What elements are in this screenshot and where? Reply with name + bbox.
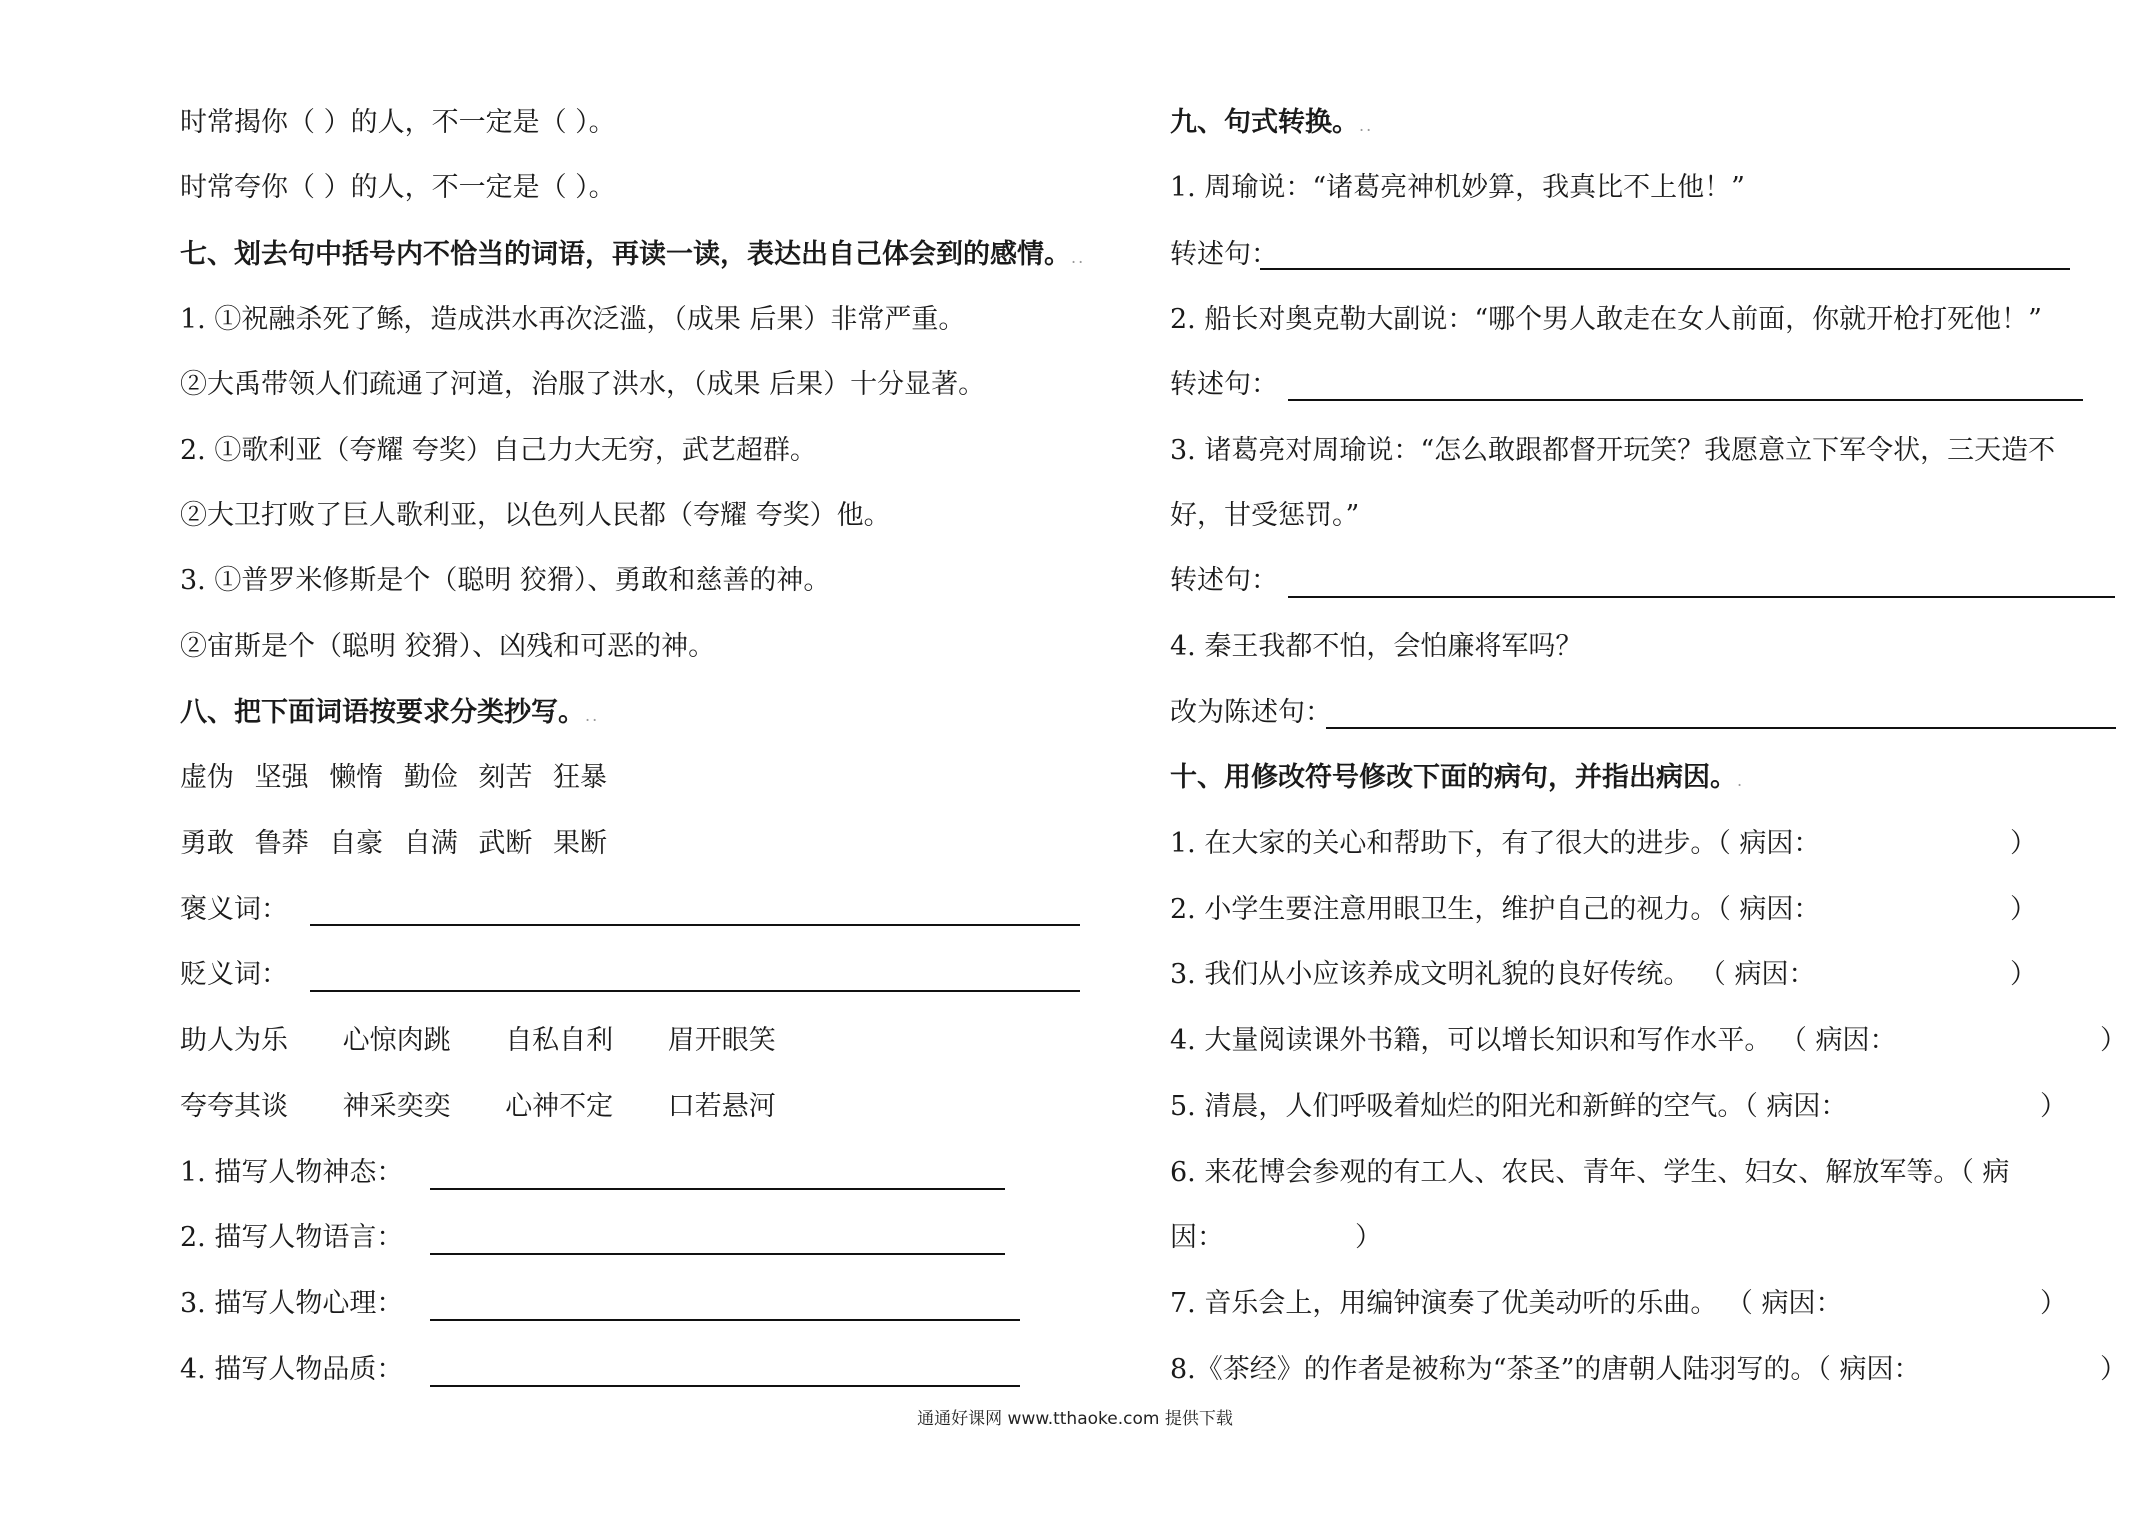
close-paren: ） xyxy=(2010,959,2037,990)
word: 刻苦 xyxy=(478,762,533,793)
section-9-heading-text: 九、句式转换。 xyxy=(1170,107,1359,138)
idiom-row-2 xyxy=(180,1089,822,1125)
faulty-sentence: 1. 在大家的关心和帮助下，有了很大的进步。（ 病因： xyxy=(1170,828,1821,859)
close-paren: ） xyxy=(2040,1091,2067,1122)
close-paren: ） xyxy=(2010,828,2037,859)
answer-line[interactable] xyxy=(1260,268,2070,270)
section-7-heading xyxy=(180,237,1085,276)
section-7-item: 3. ①普罗米修斯是个（聪明 狡猾）、勇敢和慈善的神。 xyxy=(180,565,831,596)
fill-line-2: 时常夸你（ ）的人，不一定是（ ）。 xyxy=(180,172,616,203)
section-10-heading-dots: . xyxy=(1737,771,1745,790)
answer-line[interactable] xyxy=(430,1385,1020,1387)
word: 自满 xyxy=(403,828,458,859)
section-9-question: 3. 诸葛亮对周瑜说：“怎么敢跟都督开玩笑？我愿意立下军令状，三天造不 xyxy=(1170,435,2056,466)
fill-line-1: 时常揭你（ ）的人，不一定是（ ）。 xyxy=(180,107,616,138)
idiom: 夸夸其谈 xyxy=(180,1091,288,1122)
word: 鲁莽 xyxy=(254,828,309,859)
page-footer: 通通好课网 www.tthaoke.com 提供下载 xyxy=(917,1409,1233,1429)
word: 武断 xyxy=(478,828,533,859)
word: 坚强 xyxy=(254,762,309,793)
faulty-sentence-cont: 因： xyxy=(1170,1222,1224,1253)
right-column xyxy=(1160,0,2150,1518)
section-7-item: ②宙斯是个（聪明 狡猾）、凶残和可恶的神。 xyxy=(180,631,716,662)
section-8-heading-dots: .. xyxy=(585,706,600,725)
word: 懒惰 xyxy=(329,762,384,793)
faulty-sentence: 4. 大量阅读课外书籍，可以增长知识和写作水平。 （ 病因： xyxy=(1170,1025,1897,1056)
section-9-question: 2. 船长对奥克勒大副说：“哪个男人敢走在女人前面，你就开枪打死他！” xyxy=(1170,304,2042,335)
section-9-question: 4. 秦王我都不怕，会怕廉将军吗？ xyxy=(1170,631,1583,662)
section-7-heading-dots: .. xyxy=(1071,248,1086,267)
faulty-sentence: 3. 我们从小应该养成文明礼貌的良好传统。 （ 病因： xyxy=(1170,959,1816,990)
section-8-heading-text: 八、把下面词语按要求分类抄写。 xyxy=(180,697,585,728)
faulty-sentence: 8.《茶经》的作者是被称为“茶圣”的唐朝人陆羽写的。（ 病因： xyxy=(1170,1354,1921,1385)
section-7-item: ②大卫打败了巨人歌利亚，以色列人民都（夸耀 夸奖）他。 xyxy=(180,500,891,531)
answer-line[interactable] xyxy=(310,924,1080,926)
word: 果断 xyxy=(552,828,607,859)
faulty-sentence: 7. 音乐会上，用编钟演奏了优美动听的乐曲。 （ 病因： xyxy=(1170,1288,1843,1319)
idiom: 心惊肉跳 xyxy=(342,1025,451,1056)
close-paren: ） xyxy=(2010,894,2037,925)
idiom: 心神不定 xyxy=(505,1091,614,1122)
faulty-sentence: 6. 来花博会参观的有工人、农民、青年、学生、妇女、解放军等。（ 病 xyxy=(1170,1157,2010,1188)
positive-words-label: 褒义词： xyxy=(180,894,288,925)
faulty-sentence: 2. 小学生要注意用眼卫生，维护自己的视力。（ 病因： xyxy=(1170,894,1821,925)
section-9-question: 1. 周瑜说：“诸葛亮神机妙算，我真比不上他！” xyxy=(1170,172,1745,203)
negative-words-label: 贬义词： xyxy=(180,959,288,990)
section-8-heading xyxy=(180,695,599,734)
section-9-question-cont: 好，甘受惩罚。” xyxy=(1170,500,1360,531)
word: 虚伪 xyxy=(180,762,234,793)
answer-line[interactable] xyxy=(430,1188,1005,1190)
word-row-2 xyxy=(180,826,619,862)
report-label: 转述句： xyxy=(1170,565,1278,596)
answer-line[interactable] xyxy=(1288,596,2115,598)
close-paren: ） xyxy=(1355,1222,1382,1253)
close-paren: ） xyxy=(2100,1025,2127,1056)
answer-line[interactable] xyxy=(310,990,1080,992)
idiom: 眉开眼笑 xyxy=(667,1025,776,1056)
answer-line[interactable] xyxy=(430,1253,1005,1255)
idiom: 口若悬河 xyxy=(667,1091,776,1122)
report-label: 转述句： xyxy=(1170,239,1278,270)
section-7-heading-text: 七、划去句中括号内不恰当的词语，再读一读，表达出自己体会到的感情。 xyxy=(180,239,1071,270)
word: 勤俭 xyxy=(403,762,458,793)
section-10-heading-text: 十、用修改符号修改下面的病句，并指出病因。 xyxy=(1170,762,1737,793)
answer-line[interactable] xyxy=(430,1319,1020,1321)
answer-line[interactable] xyxy=(1326,727,2116,729)
section-7-item: 1. ①祝融杀死了鲧，造成洪水再次泛滥，（成果 后果）非常严重。 xyxy=(180,304,966,335)
describe-label: 1. 描写人物神态： xyxy=(180,1157,404,1188)
section-9-heading xyxy=(1170,105,1373,144)
answer-line[interactable] xyxy=(1288,399,2083,401)
word: 自豪 xyxy=(329,828,384,859)
word: 勇敢 xyxy=(180,828,234,859)
section-7-item: 2. ①歌利亚（夸耀 夸奖）自己力大无穷，武艺超群。 xyxy=(180,435,817,466)
word: 狂暴 xyxy=(552,762,607,793)
idiom: 助人为乐 xyxy=(180,1025,288,1056)
report-label: 转述句： xyxy=(1170,369,1278,400)
idiom: 神采奕奕 xyxy=(342,1091,451,1122)
faulty-sentence: 5. 清晨，人们呼吸着灿烂的阳光和新鲜的空气。（ 病因： xyxy=(1170,1091,1848,1122)
describe-label: 3. 描写人物心理： xyxy=(180,1288,404,1319)
declarative-label: 改为陈述句： xyxy=(1170,697,1332,728)
section-7-item: ②大禹带领人们疏通了河道，治服了洪水，（成果 后果）十分显著。 xyxy=(180,369,986,400)
section-10-heading xyxy=(1170,760,1744,799)
close-paren: ） xyxy=(2100,1354,2127,1385)
word-row-1 xyxy=(180,760,619,796)
describe-label: 4. 描写人物品质： xyxy=(180,1354,404,1385)
section-9-heading-dots: .. xyxy=(1359,116,1374,135)
idiom: 自私自利 xyxy=(505,1025,614,1056)
close-paren: ） xyxy=(2040,1288,2067,1319)
describe-label: 2. 描写人物语言： xyxy=(180,1222,404,1253)
idiom-row-1 xyxy=(180,1023,822,1059)
